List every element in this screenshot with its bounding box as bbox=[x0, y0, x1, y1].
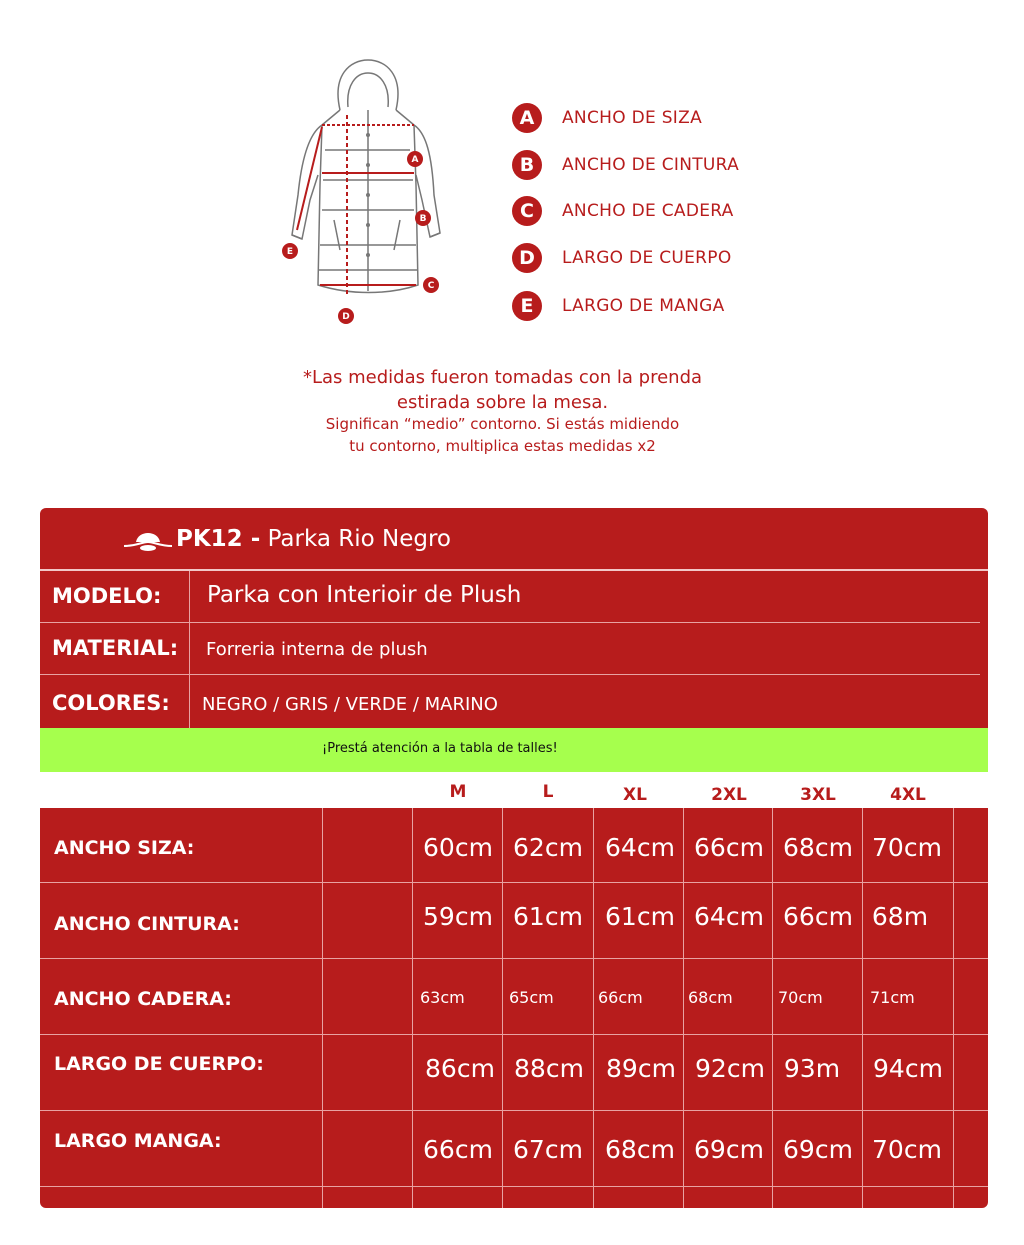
cell-ancho-siza-2xl: 66cm bbox=[694, 833, 764, 862]
cell-largo-cuerpo-4xl: 94cm bbox=[873, 1054, 943, 1083]
row-label-largo-cuerpo: LARGO DE CUERPO: bbox=[54, 1053, 264, 1075]
cell-ancho-cintura-m: 59cm bbox=[423, 902, 493, 931]
size-header-l: L bbox=[542, 782, 554, 802]
size-header-2xl: 2XL bbox=[711, 785, 747, 805]
legend-label: ANCHO DE CADERA bbox=[562, 201, 734, 221]
legend-badge: E bbox=[512, 291, 542, 321]
parka-diagram bbox=[270, 55, 450, 330]
size-header-xl: XL bbox=[623, 785, 647, 805]
colores-label: COLORES: bbox=[52, 691, 170, 715]
modelo-value: Parka con Interioir de Plush bbox=[207, 582, 522, 608]
cell-largo-manga-l: 67cm bbox=[513, 1135, 583, 1164]
diagram-letter-b: B bbox=[419, 214, 427, 224]
cell-largo-manga-2xl: 69cm bbox=[694, 1135, 764, 1164]
note-line-1: *Las medidas fueron tomadas con la prenda bbox=[302, 367, 703, 388]
product-card bbox=[40, 508, 988, 728]
legend-item-d bbox=[512, 243, 732, 273]
diagram-letter-e: E bbox=[286, 247, 294, 257]
size-table bbox=[40, 808, 988, 1208]
legend-badge: D bbox=[512, 243, 542, 273]
row-label-ancho-siza: ANCHO SIZA: bbox=[54, 837, 195, 859]
material-label: MATERIAL: bbox=[52, 636, 179, 660]
legend-label: ANCHO DE CINTURA bbox=[562, 155, 739, 175]
cell-ancho-cadera-m: 63cm bbox=[420, 988, 465, 1007]
legend-badge: C bbox=[512, 196, 542, 226]
size-header-3xl: 3XL bbox=[800, 785, 836, 805]
diagram-letter-d: D bbox=[342, 312, 350, 322]
product-name: Parka Rio Negro bbox=[267, 526, 452, 552]
cell-ancho-cintura-xl: 61cm bbox=[605, 902, 675, 931]
cell-largo-manga-m: 66cm bbox=[423, 1135, 493, 1164]
cell-largo-cuerpo-l: 88cm bbox=[514, 1054, 584, 1083]
cell-ancho-cintura-l: 61cm bbox=[513, 902, 583, 931]
product-code: PK12 - bbox=[176, 526, 261, 552]
cell-ancho-cadera-xl: 66cm bbox=[598, 988, 643, 1007]
row-label-ancho-cadera: ANCHO CADERA: bbox=[54, 988, 232, 1010]
row-label-ancho-cintura: ANCHO CINTURA: bbox=[54, 913, 240, 935]
diagram-letter-c: C bbox=[427, 281, 435, 291]
size-header-4xl: 4XL bbox=[890, 785, 926, 805]
cell-largo-cuerpo-xl: 89cm bbox=[606, 1054, 676, 1083]
cell-ancho-siza-l: 62cm bbox=[513, 833, 583, 862]
cell-ancho-siza-4xl: 70cm bbox=[872, 833, 942, 862]
legend-badge: A bbox=[512, 103, 542, 133]
cell-ancho-cadera-3xl: 70cm bbox=[778, 988, 823, 1007]
cell-largo-cuerpo-2xl: 92cm bbox=[695, 1054, 765, 1083]
cell-ancho-cintura-4xl: 68m bbox=[871, 902, 929, 931]
size-header-m: M bbox=[449, 782, 467, 802]
row-label-largo-manga: LARGO MANGA: bbox=[54, 1130, 222, 1152]
size-notice-banner bbox=[40, 728, 988, 772]
legend-item-b bbox=[512, 150, 739, 180]
legend-item-a bbox=[512, 103, 702, 133]
modelo-label: MODELO: bbox=[52, 584, 162, 608]
legend-label: LARGO DE MANGA bbox=[562, 296, 725, 316]
cell-largo-manga-xl: 68cm bbox=[605, 1135, 675, 1164]
note-line-4: tu contorno, multiplica estas medidas x2 bbox=[349, 437, 656, 455]
cell-ancho-cintura-3xl: 66cm bbox=[783, 902, 853, 931]
cell-largo-manga-3xl: 69cm bbox=[783, 1135, 853, 1164]
diagram-letter-a: A bbox=[411, 155, 419, 165]
legend-item-c bbox=[512, 196, 734, 226]
cell-largo-manga-4xl: 70cm bbox=[872, 1135, 942, 1164]
legend-badge: B bbox=[512, 150, 542, 180]
note-line-3: Significan “medio” contorno. Si estás midiendo bbox=[325, 415, 680, 433]
cell-ancho-siza-xl: 64cm bbox=[605, 833, 675, 862]
cell-largo-cuerpo-m: 86cm bbox=[425, 1054, 495, 1083]
colores-value: NEGRO / GRIS / VERDE / MARINO bbox=[202, 694, 498, 715]
legend-label: LARGO DE CUERPO bbox=[562, 248, 732, 268]
size-notice-text: ¡Prestá atención a la tabla de talles! bbox=[322, 741, 558, 756]
cell-largo-cuerpo-3xl: 93m bbox=[783, 1054, 841, 1083]
legend-item-e bbox=[512, 291, 725, 321]
brand-logo-icon bbox=[122, 524, 174, 554]
cell-ancho-siza-m: 60cm bbox=[423, 833, 493, 862]
material-value: Forreria interna de plush bbox=[206, 639, 428, 660]
cell-ancho-cadera-2xl: 68cm bbox=[688, 988, 733, 1007]
note-line-2: estirada sobre la mesa. bbox=[396, 392, 609, 413]
cell-ancho-cintura-2xl: 64cm bbox=[694, 902, 764, 931]
cell-ancho-siza-3xl: 68cm bbox=[783, 833, 853, 862]
cell-ancho-cadera-l: 65cm bbox=[509, 988, 554, 1007]
cell-ancho-cadera-4xl: 71cm bbox=[870, 988, 915, 1007]
legend-label: ANCHO DE SIZA bbox=[562, 108, 702, 128]
